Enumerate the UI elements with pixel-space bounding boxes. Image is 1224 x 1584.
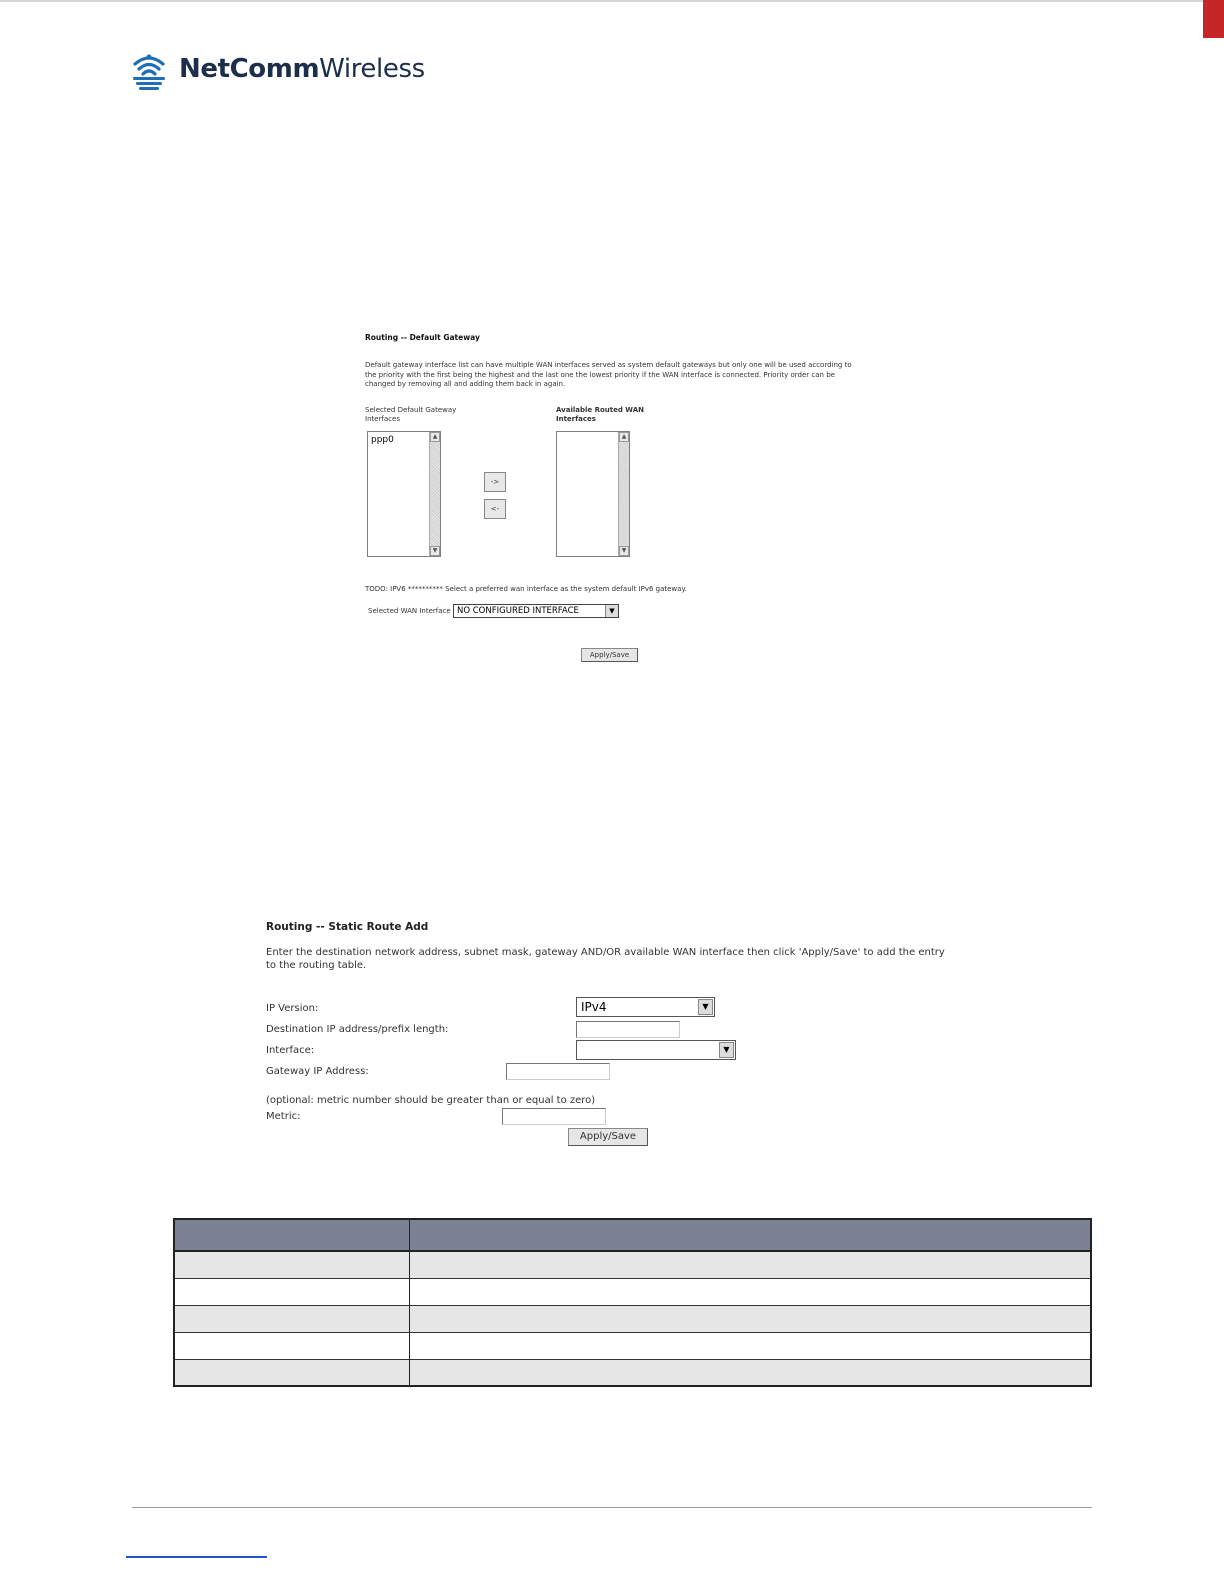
wan-interface-label: Selected WAN Interface: [368, 607, 451, 615]
static-route-title: Routing -- Static Route Add: [266, 921, 429, 933]
footer-link[interactable]: [126, 1556, 267, 1558]
table-row: [174, 1251, 1091, 1278]
interface-select[interactable]: [576, 1040, 736, 1060]
scroll-down-icon[interactable]: ▼: [619, 546, 629, 556]
selected-interfaces-label: Selected Default Gateway Interfaces: [365, 406, 457, 423]
wan-interface-select[interactable]: NO CONFIGURED INTERFACE ▼: [453, 604, 619, 618]
corner-accent: [1203, 0, 1224, 38]
available-interfaces-list[interactable]: [556, 431, 630, 557]
scroll-up-icon[interactable]: ▲: [430, 432, 440, 442]
list-item[interactable]: ppp0: [371, 435, 394, 445]
static-route-description: Enter the destination network address, subnet mask, gateway AND/OR available WAN interface then click 'Apply/Save' to add the entry to the routing table.: [266, 947, 945, 971]
destination-ip-input[interactable]: [576, 1021, 680, 1038]
metric-note: (optional: metric number should be greater than or equal to zero): [266, 1095, 596, 1106]
ipv6-todo-note: TODO: IPV6 ********** Select a preferred wan interface as the system default IPv6 gateway.: [365, 585, 687, 593]
default-gateway-description: Default gateway interface list can have multiple WAN interfaces served as system default gateways but only one will be used according to the priority with the first being the highest and the last one the lowest priority if the WAN interface is connected. Priority order can be changed by removing all and adding them back in again.: [365, 361, 852, 388]
table-row: [174, 1305, 1091, 1332]
table-header-row: [174, 1219, 1091, 1251]
gateway-ip-input[interactable]: [506, 1063, 610, 1080]
wifi-tower-icon: [127, 50, 171, 92]
brand-name: NetCommWireless: [179, 54, 425, 84]
footer-rule: [132, 1507, 1092, 1508]
table-row: [174, 1359, 1091, 1386]
gateway-label: Gateway IP Address:: [266, 1066, 369, 1077]
apply-save-button[interactable]: Apply/Save: [568, 1128, 648, 1146]
chevron-down-icon[interactable]: ▼: [719, 1042, 734, 1058]
options-table: [173, 1218, 1092, 1387]
default-gateway-title: Routing -- Default Gateway: [365, 333, 480, 342]
metric-label: Metric:: [266, 1111, 301, 1122]
top-rule: [0, 0, 1224, 2]
destination-label: Destination IP address/prefix length:: [266, 1024, 449, 1035]
default-gateway-screenshot: [365, 328, 865, 668]
interface-label: Interface:: [266, 1045, 315, 1056]
chevron-down-icon[interactable]: ▼: [605, 605, 618, 617]
available-interfaces-label: Available Routed WAN Interfaces: [556, 406, 644, 423]
table-row: [174, 1332, 1091, 1359]
selected-interfaces-list[interactable]: [367, 431, 441, 557]
move-right-button[interactable]: ->: [484, 472, 506, 492]
netcomm-logo: [127, 50, 425, 92]
ip-version-label: IP Version:: [266, 1003, 319, 1014]
scroll-up-icon[interactable]: ▲: [619, 432, 629, 442]
ip-version-select[interactable]: IPv4 ▼: [576, 997, 715, 1017]
table-row: [174, 1278, 1091, 1305]
scrollbar[interactable]: [618, 432, 629, 556]
scrollbar[interactable]: [429, 432, 440, 556]
table-header-cell: [410, 1219, 1092, 1251]
scroll-down-icon[interactable]: ▼: [430, 546, 440, 556]
metric-input[interactable]: [502, 1108, 606, 1125]
chevron-down-icon[interactable]: ▼: [698, 999, 713, 1015]
table-header-cell: [174, 1219, 410, 1251]
static-route-screenshot: [266, 918, 966, 1150]
move-left-button[interactable]: <-: [484, 499, 506, 519]
apply-save-button[interactable]: Apply/Save: [581, 648, 638, 662]
